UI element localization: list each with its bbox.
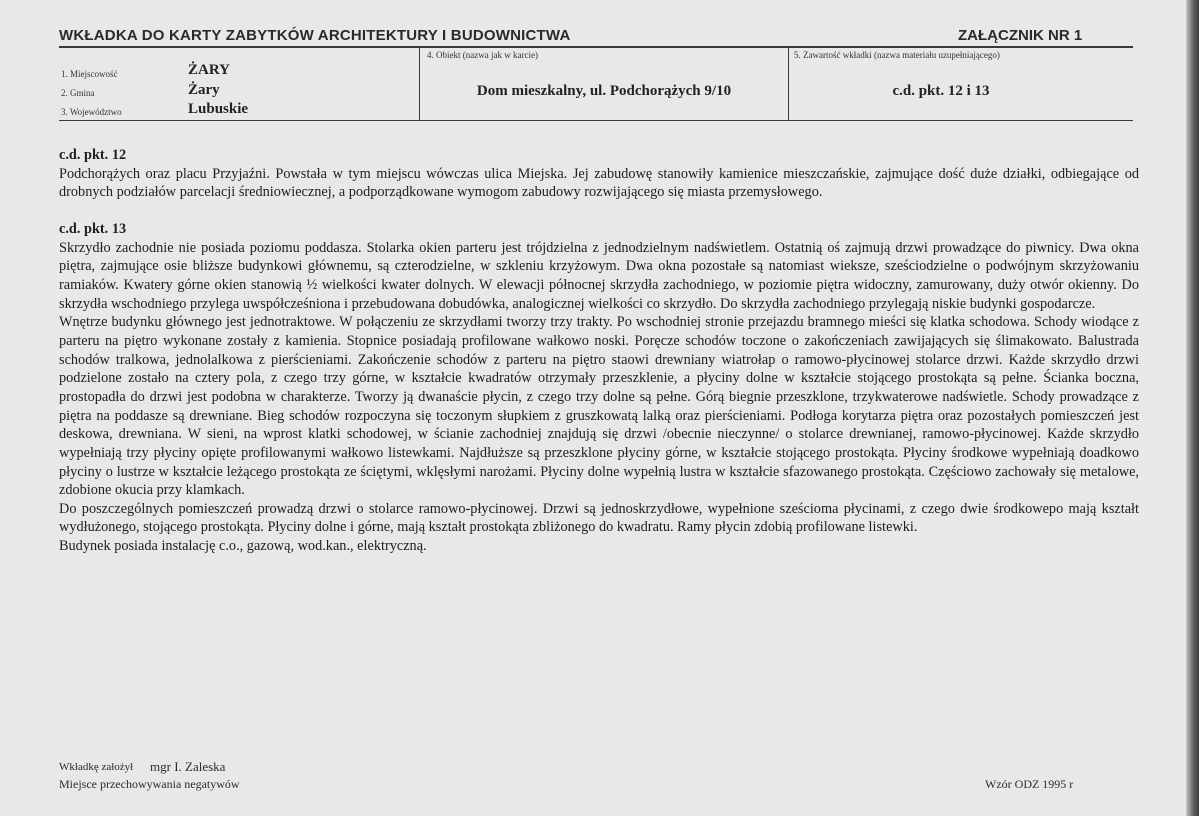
object-label: 4. Obiekt (nazwa jak w karcie)	[427, 50, 538, 60]
author-label: Wkładkę założył	[59, 761, 134, 773]
miejscowosc-value: ŻARY	[188, 62, 230, 78]
author-value: mgr I. Zaleska	[150, 759, 226, 774]
scan-edge	[1186, 0, 1199, 816]
pkt12-paragraph: Podchorążych oraz placu Przyjaźni. Powstała w tym miejscu wówczas ulica Miejska. Jej zabudowę stanowiły kamienice mieszczańskie, zajmujące dość duże działki, odbiegające od drobnych podziałów parcelacji średniowiecznej, a podporządkowane wymogom zabudowy rozwijającego się miasta przemysłowego.	[59, 165, 1139, 201]
body-text	[59, 146, 1139, 556]
header-bottom-rule	[59, 120, 1133, 121]
pkt13-paragraph-interior: Wnętrze budynku głównego jest jednotraktowe. W połączeniu ze skrzydłami tworzy trzy trakty. Po wschodniej stronie przejazdu bramnego mieści się klatka schodowa. Schody wiodące z parteru na piętro wykonane zostały z kamienia. Stopnice posiadają profilowane wałkowo noski. Poręcze schodów toczone o zakończeniach zawijających się ślimakowato. Balustrada schodów tralkowa, jednolalkowa z pierścieniami. Zakończenie schodów z parteru na piętro staowi drewniany wiatrołap o ramowo-płycinowej stolarce drzwi. Każde skrzydło drzwi podzielone zostało na cztery pola, z czego trzy górne, w kształcie kwadratów otrzymały przeszklenie, a płyciny dolne w kształcie stojącego prostokąta są pełne. Ścianka boczna, prostopadła do drzwi jest podobna w charakterze. Tworzy ją dwanaście płycin, z czego trzy dolne są pełne. Górą biegnie przeszklone, trzykwaterowe nadświetle. Schody prowadzące z piętra na poddasze są drewniane. Bieg schodów rozpoczyna się toczonym słupkiem z gruszkowatą lalką oraz pierścieniami. Podłoga korytarza piętra oraz pozostałych pomieszczeń jest deskowa, drewniana. W sieni, na wprost klatki schodowej, w ścianie zachodniej znajdują się drzwi /obecnie nieczynne/ o stolarce drewnianej, ramowo-płycinowej. Każde skrzydło wypełniają trzy płyciny opięte profilowanymi wałkowo listewkami. Najdłuższe są przeszklone płyciny górne, w kształcie stojącego prostokąta. Płyciny środkowe wypełniają doadkowo płyciny o lustrze w kształcie leżącego prostokąta ze ściętymi, wklęsłymi narożami. Płyciny dolne wypełnią lustra w kształcie sfazowanego prostokąta. Częściowo zachowały się metalowe, zdobione okucia przy klamkach.	[59, 314, 1139, 499]
contents-label: 5. Zawartość wkładki (nazwa materiału uzupełniającego)	[794, 50, 1000, 60]
wojewodztwo-label: 3. Województwo	[61, 107, 122, 117]
annex-label: ZAŁĄCZNIK NR 1	[958, 27, 1083, 44]
section-spacer	[59, 202, 1139, 220]
form-code: Wzór ODZ 1995 r	[985, 777, 1074, 791]
pkt13-paragraph-west-wing: Skrzydło zachodnie nie posiada poziomu poddasza. Stolarka okien parteru jest trójdzielna z jednodzielnym nadświetlem. Ostatnią oś zajmują drzwi prowadzące do piwnicy. Dwa okna piętra, zajmujące osie bliższe budynkowi głównemu, są czterodzielne, w szkleniu krzyżowym. Dwa okna pozostałe są natomiast wieksze, sześciodzielne o podwójnym skrzyżowaniu ramiaków. Kwatery górne okien stanowią ½ wielkości kwater dolnych. W elewacji północnej skrzydła zachodniego, w poziomie piętra widoczny, zamurowany, duży otwór okienny. Do skrzydła wschodniego przylega uwspółcześniona i przebudowana dobudówka, analogicznej wielkości co skrzydło. Do skrzydła zachodniego przylegają niskie budynki gospodarcze.	[59, 239, 1139, 312]
gmina-value: Żary	[188, 82, 220, 98]
negatives-storage-label: Miejsce przechowywania negatywów	[59, 777, 240, 791]
contents-value: c.d. pkt. 12 i 13	[892, 83, 990, 99]
miejscowosc-label: 1. Miejscowość	[61, 69, 118, 79]
wojewodztwo-value: Lubuskie	[188, 101, 249, 117]
pkt13-paragraph-doors: Do poszczególnych pomieszczeń prowadzą drzwi o stolarce ramowo-płycinowej. Drzwi są jednoskrzydłowe, wypełnione sześcioma płycinami, z czego dwie środkowepo mają kształt wydłużonego, stojącego prostokąta. Płyciny dolne i górne, mają kształt prostokąta zbliżonego do kwadratu. Ramy płycin zdobią profilowane listewki.	[59, 500, 1139, 536]
gmina-label: 2. Gmina	[61, 88, 95, 98]
form-title: WKŁADKA DO KARTY ZABYTKÓW ARCHITEKTURY I BUDOWNICTWA	[59, 27, 571, 44]
object-value: Dom mieszkalny, ul. Podchorążych 9/10	[476, 83, 732, 99]
section-heading-pkt12: c.d. pkt. 12	[59, 147, 127, 163]
title-underline	[59, 46, 1133, 48]
pkt13-paragraph-installations: Budynek posiada instalację c.o., gazową, wod.kan., elektryczną.	[59, 538, 427, 555]
section-heading-pkt13: c.d. pkt. 13	[59, 220, 127, 237]
